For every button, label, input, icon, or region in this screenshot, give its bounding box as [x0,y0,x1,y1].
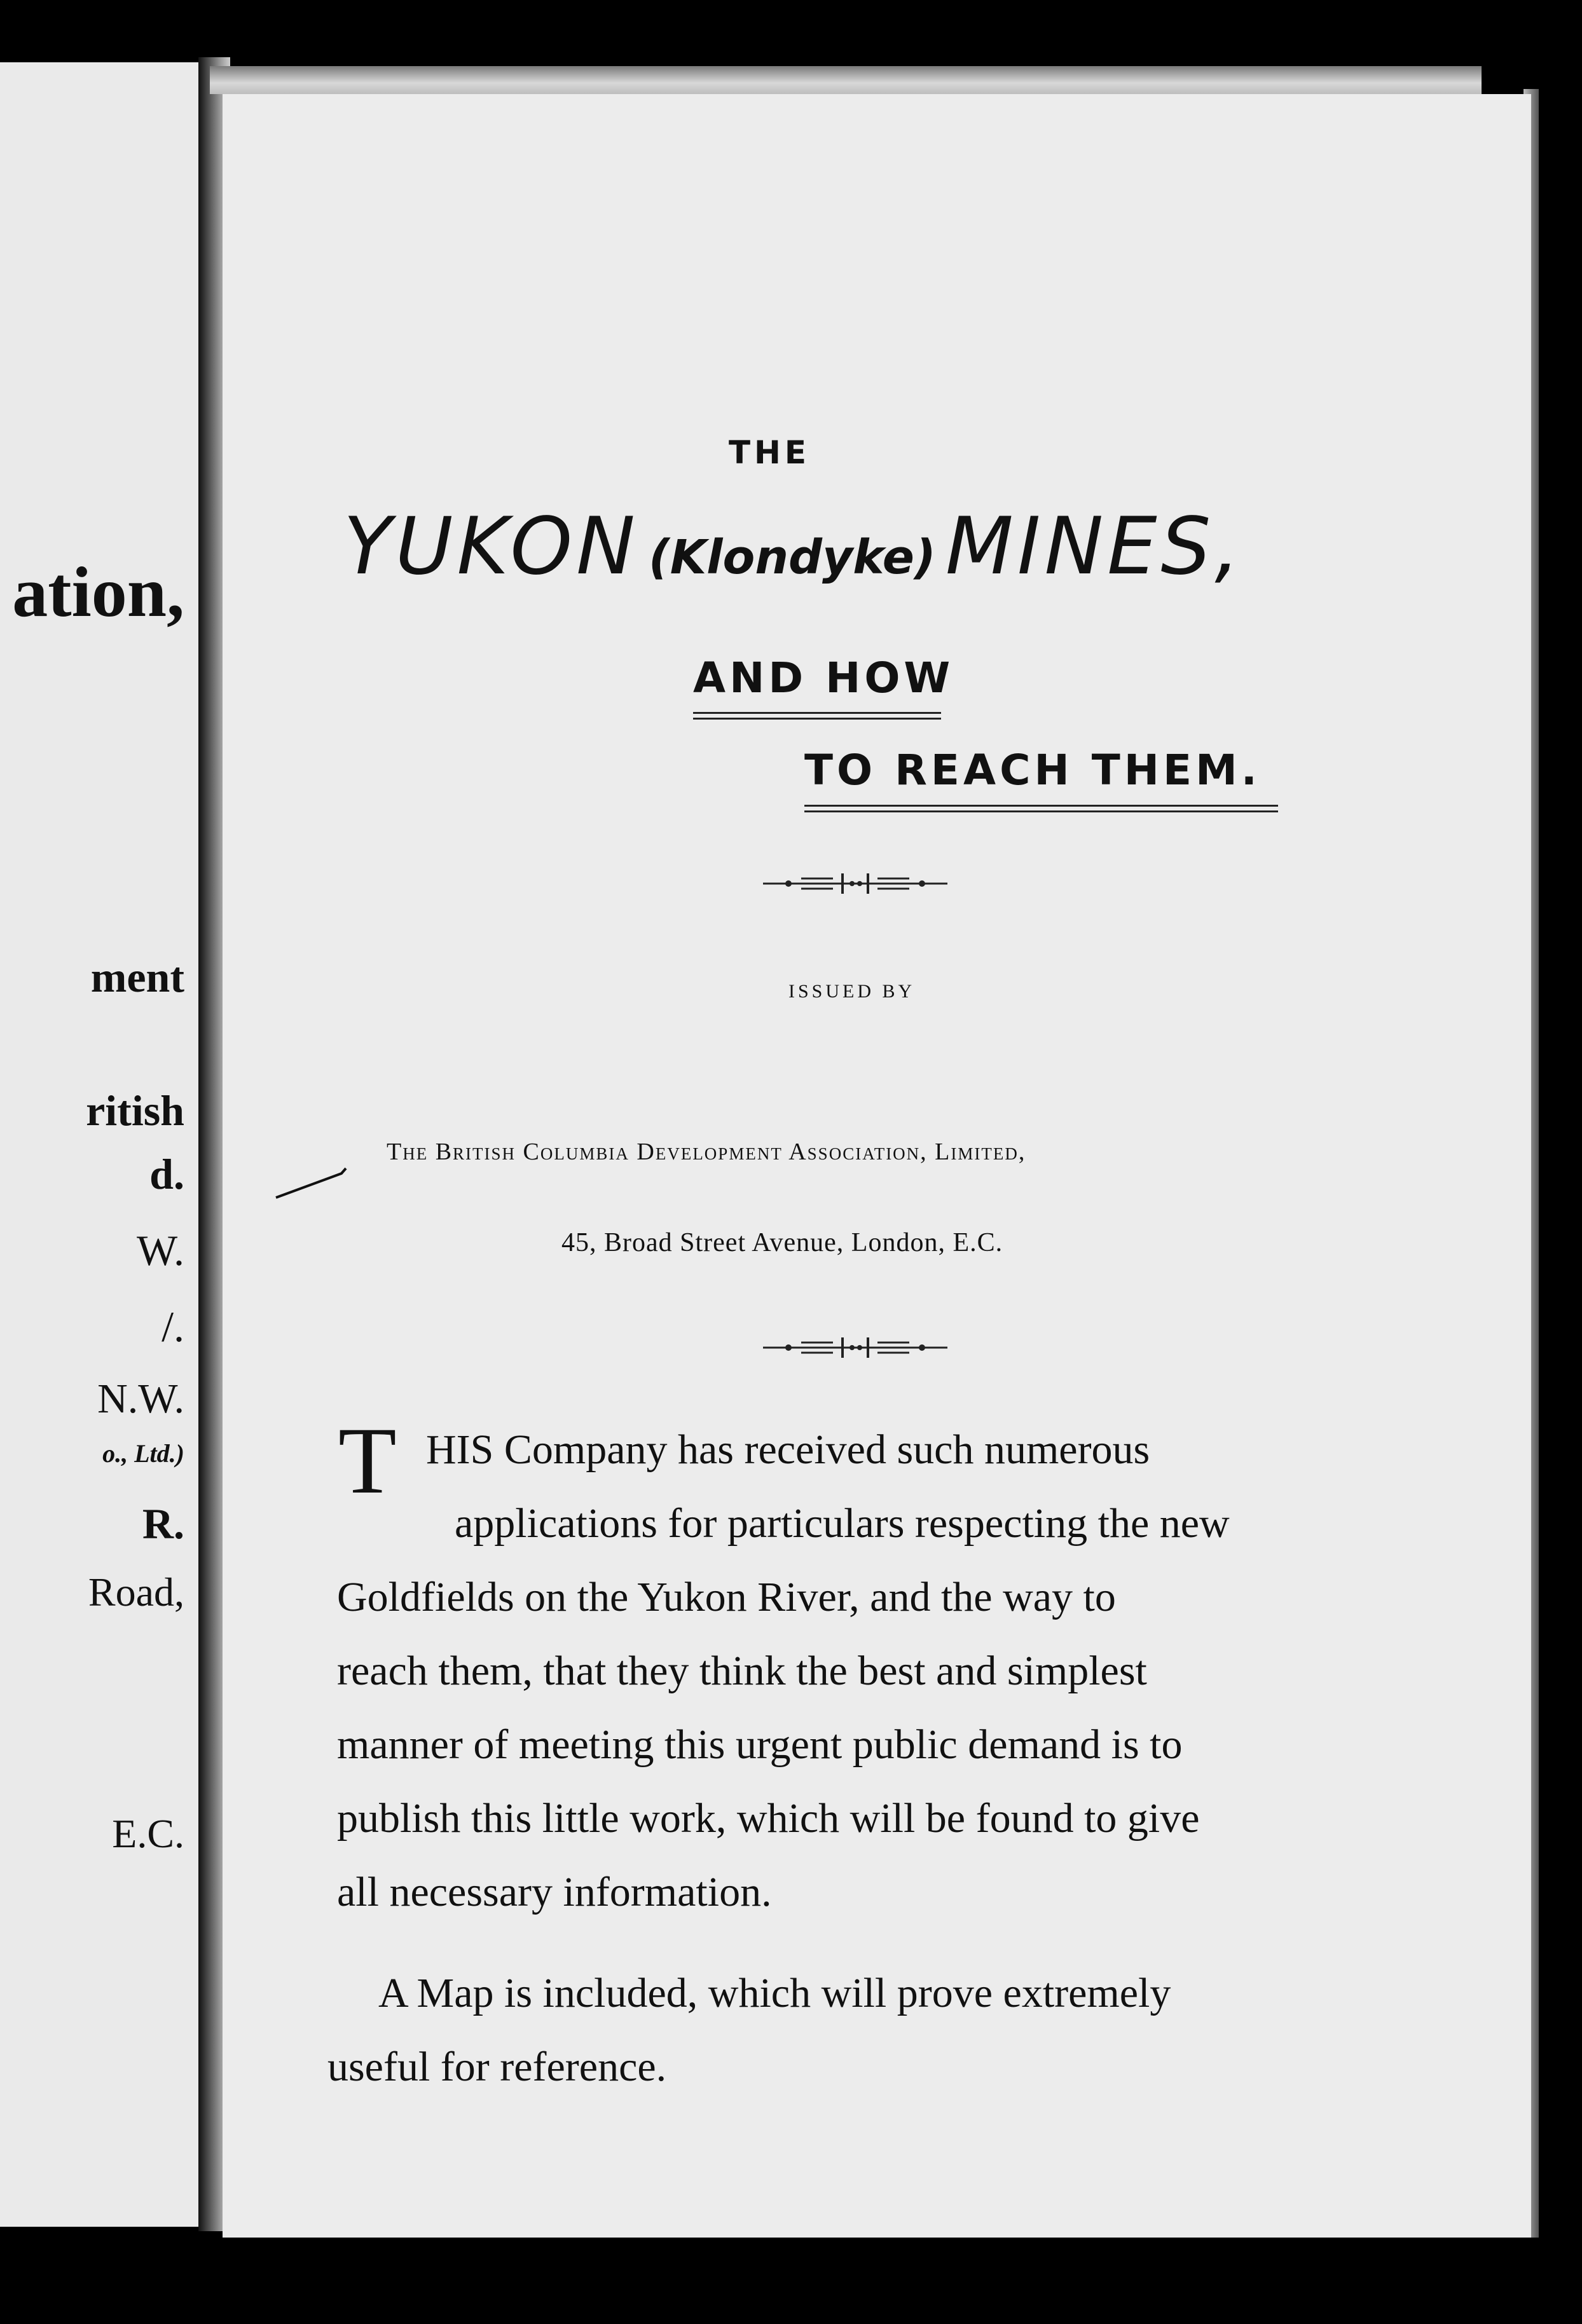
title-to-reach: TO REACH THEM. [804,746,1261,795]
page-top-edge [210,66,1482,94]
facing-page-fragment: ation, [12,553,184,632]
body-line: manner of meeting this urgent public demand is to [337,1721,1183,1768]
body-line: all necessary information. [337,1869,772,1915]
body-paragraph-2 [327,1957,1577,2104]
drop-cap: T [338,1408,397,1514]
body-line: useful for reference. [327,2044,667,2090]
facing-page [0,62,198,2227]
main-title [343,501,1475,592]
facing-page-fragment: ritish [86,1086,184,1135]
title-yukon: YUKON [343,501,639,592]
ornament-divider [763,1335,947,1360]
issuer-company: The British Columbia Development Association, Limited, [387,1138,1026,1165]
facing-page-fragment: Road, [88,1569,184,1615]
issued-by: ISSUED BY [788,981,916,1002]
facing-page-fragment: /. [162,1302,184,1351]
body-line: HIS Company has received such numerous [426,1426,1150,1473]
facing-page-fragment: N.W. [97,1376,184,1422]
facing-page-fragment: R. [142,1500,184,1548]
pencil-mark [275,1162,364,1200]
title-page [223,94,1531,2238]
title-mines: MINES, [945,501,1244,592]
body-line: publish this little work, which will be found to give [337,1795,1200,1842]
ornament-divider [763,871,947,896]
body-paragraph [337,1408,1582,1929]
title-to-reach-rule [804,805,1278,812]
facing-page-fragment: ment [90,953,184,1001]
title-and-how: AND HOW [693,653,954,702]
facing-page-fragment: E.C. [112,1811,184,1856]
body-line: Goldfields on the Yukon River, and the way to [337,1574,1116,1620]
title-klondyke: (Klondyke) [648,530,936,585]
title-the: THE [728,434,811,471]
issuer-address: 45, Broad Street Avenue, London, E.C. [561,1228,1003,1257]
facing-page-fragment: d. [149,1150,184,1198]
title-and-how-rule [693,712,941,720]
facing-page-fragment: o., Ltd.) [102,1439,184,1468]
body-line: reach them, that they think the best and simplest [337,1648,1147,1694]
body-line: A Map is included, which will prove extremely [378,1970,1171,2016]
facing-page-fragment: W. [137,1226,184,1275]
body-line: applications for particulars respecting the new [455,1500,1230,1547]
